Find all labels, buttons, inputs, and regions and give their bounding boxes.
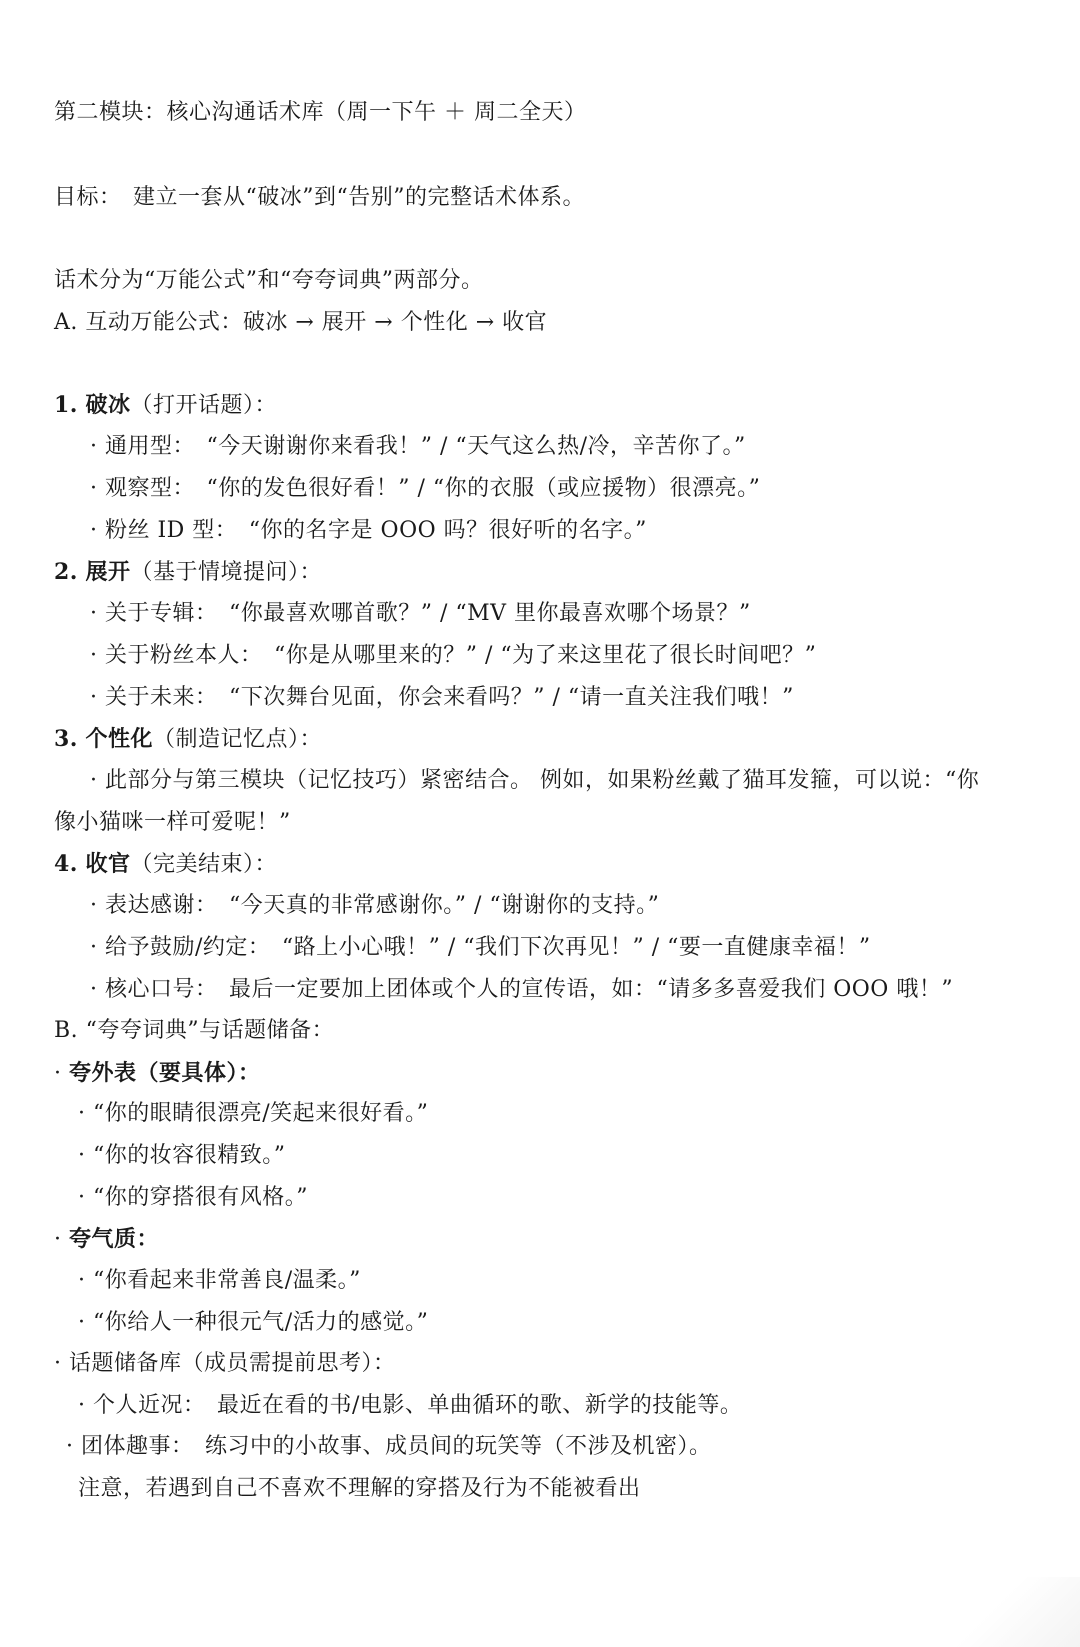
topic-bank-item: · 团体趣事： 练习中的小故事、成员间的玩笑等（不涉及机密）。 bbox=[66, 1434, 712, 1459]
step-2-item: · 关于未来： “下次舞台见面，你会来看吗？” / “请一直关注我们哦！” bbox=[90, 685, 794, 710]
praise-appearance-heading bbox=[54, 1058, 261, 1089]
step-4-item: · 给予鼓励/约定： “路上小心哦！” / “我们下次再见！” / “要一直健康幸福！” bbox=[90, 935, 871, 960]
step-4-title: 收官 bbox=[85, 851, 131, 877]
step-3-heading bbox=[54, 724, 322, 755]
praise-temperament-item: · “你给人一种很元气/活力的感觉。” bbox=[78, 1310, 429, 1335]
step-1-item: · 粉丝 ID 型： “你的名字是 OOO 吗？很好听的名字。” bbox=[90, 518, 647, 543]
step-3-desc: （制造记忆点）： bbox=[152, 727, 322, 752]
step-2-number: 2. bbox=[54, 559, 78, 585]
step-2-heading bbox=[54, 557, 322, 588]
step-4-number: 4. bbox=[54, 851, 78, 877]
step-3-number: 3. bbox=[54, 726, 78, 752]
step-2-item: · 关于专辑： “你最喜欢哪首歌？” / “MV 里你最喜欢哪个场景？” bbox=[90, 601, 751, 626]
step-3-item: · 此部分与第三模块（记忆技巧）紧密结合。 例如，如果粉丝戴了猫耳发箍，可以说：“你 bbox=[90, 768, 980, 793]
step-4-item: · 表达感谢： “今天真的非常感谢你。” / “谢谢你的支持。” bbox=[90, 893, 660, 918]
section-b-heading: B. “夸夸词典”与话题储备： bbox=[54, 1018, 335, 1043]
praise-temperament-bullet: · bbox=[54, 1227, 62, 1252]
praise-temperament-title: 夸气质： bbox=[69, 1226, 160, 1252]
praise-appearance-bullet: · bbox=[54, 1061, 62, 1086]
page-corner-shadow bbox=[940, 1577, 1080, 1647]
topic-bank-heading: · 话题储备库（成员需提前思考）： bbox=[54, 1351, 396, 1376]
section-a-heading: A. 互动万能公式：破冰 → 展开 → 个性化 → 收官 bbox=[54, 310, 548, 335]
step-1-title: 破冰 bbox=[85, 392, 131, 418]
topic-bank-item: · 个人近况： 最近在看的书/电影、单曲循环的歌、新学的技能等。 bbox=[78, 1393, 743, 1418]
step-1-item: · 通用型： “今天谢谢你来看我！” / “天气这么热/冷，辛苦你了。” bbox=[90, 434, 746, 459]
step-1-heading bbox=[54, 390, 277, 421]
step-1-desc: （打开话题）： bbox=[130, 393, 277, 418]
praise-appearance-title: 夸外表（要具体）： bbox=[69, 1060, 261, 1086]
praise-appearance-item: · “你的妆容很精致。” bbox=[78, 1143, 286, 1168]
step-3-item-continued: 像小猫咪一样可爱呢！” bbox=[54, 810, 291, 835]
praise-temperament-heading bbox=[54, 1224, 159, 1255]
step-1-number: 1. bbox=[54, 392, 78, 418]
step-2-desc: （基于情境提问）： bbox=[130, 560, 322, 585]
praise-temperament-item: · “你看起来非常善良/温柔。” bbox=[78, 1268, 361, 1293]
step-4-item: · 核心口号： 最后一定要加上团体或个人的宣传语，如：“请多多喜爱我们 OOO 哦！” bbox=[90, 977, 954, 1002]
module-title: 第二模块：核心沟通话术库（周一下午 ＋ 周二全天） bbox=[54, 100, 587, 125]
praise-appearance-item: · “你的穿搭很有风格。” bbox=[78, 1185, 308, 1210]
goal-text: 目标： 建立一套从“破冰”到“告别”的完整话术体系。 bbox=[54, 185, 585, 210]
step-2-item: · 关于粉丝本人： “你是从哪里来的？” / “为了来这里花了很长时间吧？” bbox=[90, 643, 817, 668]
note-text: 注意，若遇到自己不喜欢不理解的穿搭及行为不能被看出 bbox=[78, 1476, 641, 1501]
praise-appearance-item: · “你的眼睛很漂亮/笑起来很好看。” bbox=[78, 1101, 429, 1126]
intro-text: 话术分为“万能公式”和“夸夸词典”两部分。 bbox=[54, 268, 484, 293]
step-4-desc: （完美结束）： bbox=[130, 852, 277, 877]
step-4-heading bbox=[54, 849, 277, 880]
step-2-title: 展开 bbox=[85, 559, 131, 585]
step-3-title: 个性化 bbox=[85, 726, 153, 752]
step-1-item: · 观察型： “你的发色很好看！” / “你的衣服（或应援物）很漂亮。” bbox=[90, 476, 761, 501]
